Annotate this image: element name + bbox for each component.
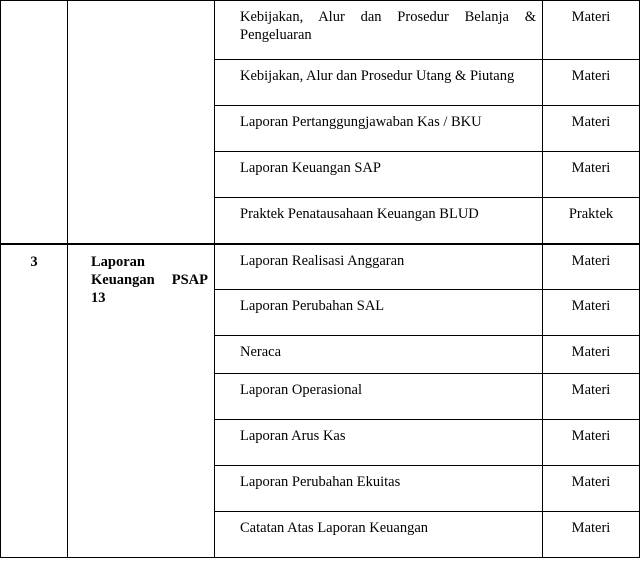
subtopic-cell: Laporan Arus Kas [215, 420, 543, 466]
table-row [1, 1, 640, 60]
type-cell: Materi [543, 512, 640, 558]
type-cell: Materi [543, 244, 640, 290]
subtopic-cell: Neraca [215, 336, 543, 374]
subtopic-cell: Kebijakan, Alur dan Prosedur Belanja & Pengeluaran [215, 1, 543, 60]
subtopic-cell: Laporan Perubahan Ekuitas [215, 466, 543, 512]
subtopic-cell: Kebijakan, Alur dan Prosedur Utang & Piutang [215, 60, 543, 106]
row-number-cell: 3 [1, 244, 68, 558]
type-cell: Materi [543, 60, 640, 106]
type-cell: Materi [543, 152, 640, 198]
subtopic-cell: Catatan Atas Laporan Keuangan [215, 512, 543, 558]
type-cell: Materi [543, 420, 640, 466]
subtopic-cell: Laporan Pertanggungjawaban Kas / BKU [215, 106, 543, 152]
type-cell: Materi [543, 290, 640, 336]
type-cell: Materi [543, 466, 640, 512]
type-cell: Materi [543, 1, 640, 60]
type-cell: Materi [543, 336, 640, 374]
subtopic-cell: Laporan Realisasi Anggaran [215, 244, 543, 290]
subtopic-cell: Laporan Keuangan SAP [215, 152, 543, 198]
type-cell: Materi [543, 374, 640, 420]
row-number-cell [1, 1, 68, 244]
type-cell: Materi [543, 106, 640, 152]
topic-cell: Laporan Keuangan PSAP 13 [68, 244, 215, 558]
subtopic-cell: Laporan Operasional [215, 374, 543, 420]
subtopic-cell: Praktek Penatausahaan Keuangan BLUD [215, 198, 543, 244]
topic-cell [68, 1, 215, 244]
table-row [1, 244, 640, 290]
subtopic-cell: Laporan Perubahan SAL [215, 290, 543, 336]
type-cell: Praktek [543, 198, 640, 244]
